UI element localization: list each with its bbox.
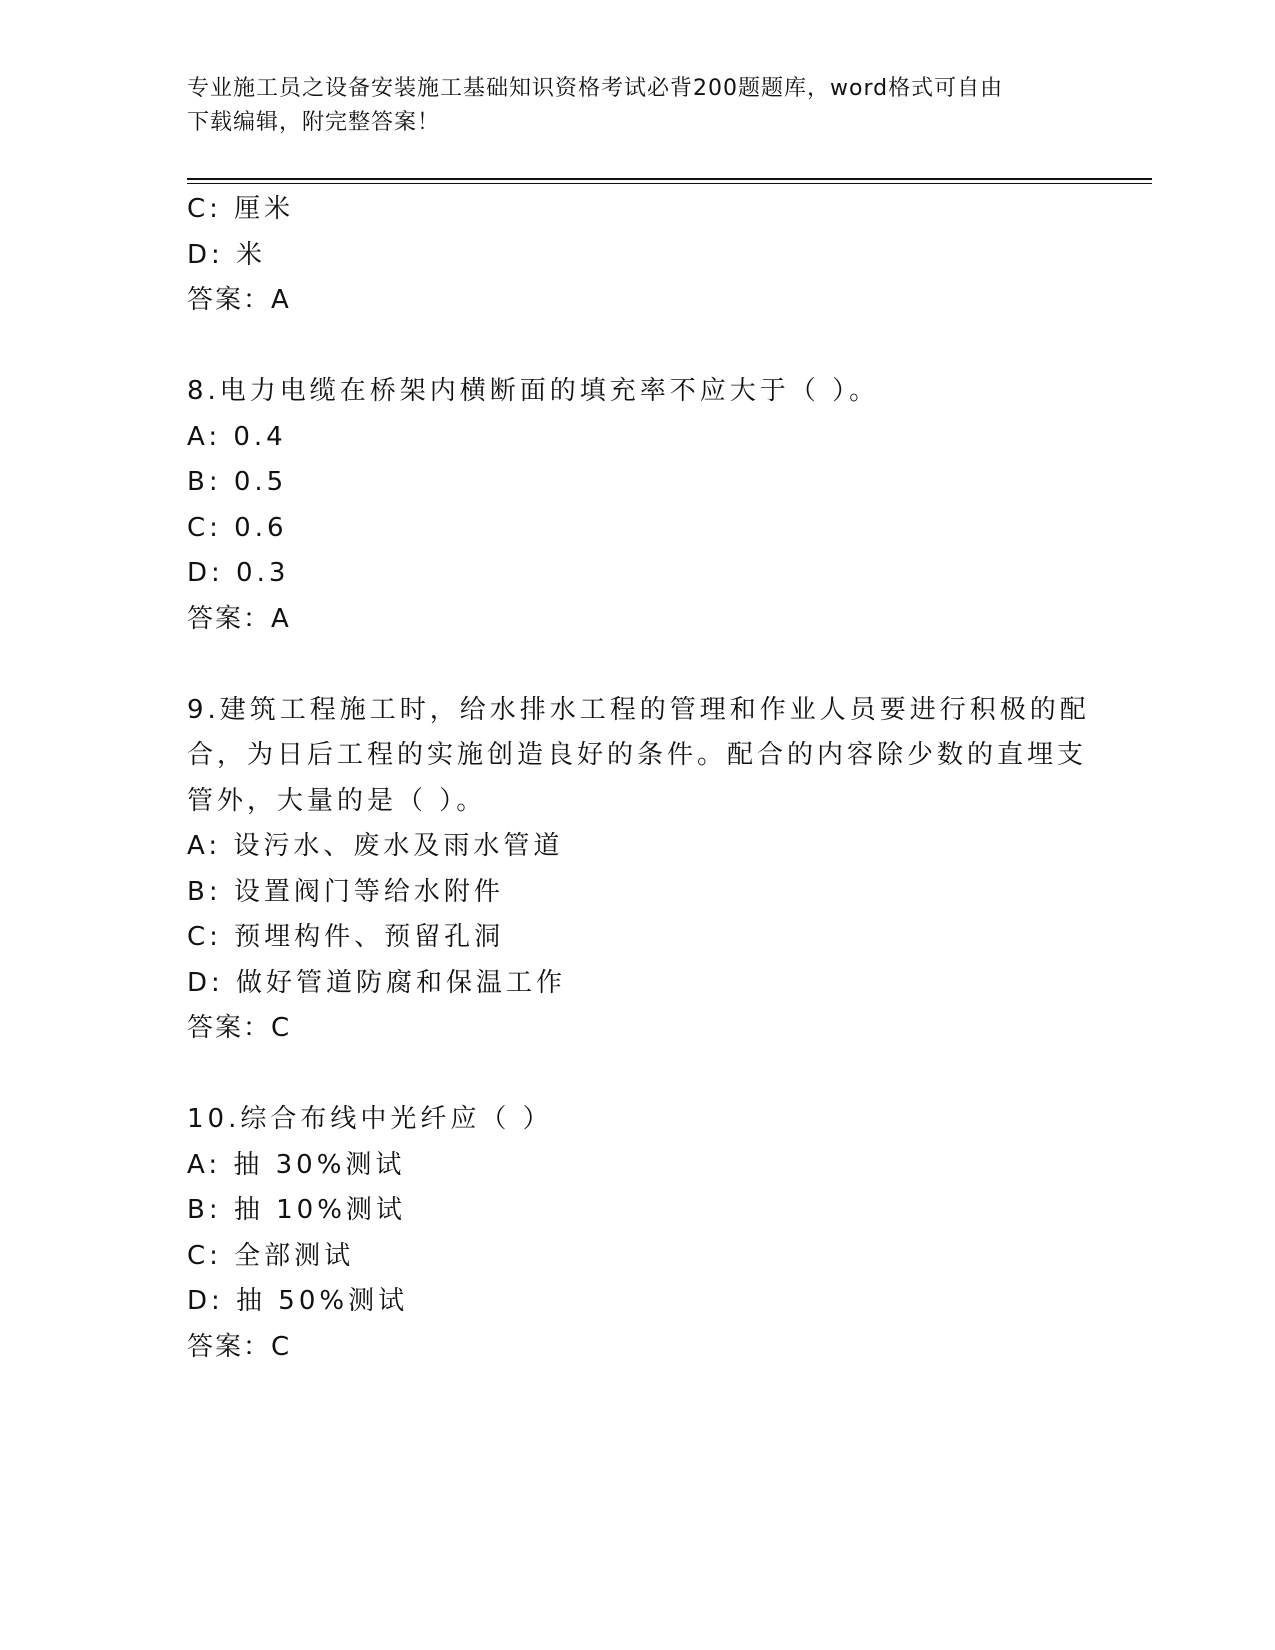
option-d: D: 米 <box>187 239 267 270</box>
option-d: D: 0.3 <box>187 558 290 588</box>
header-rule-thick <box>187 178 1152 180</box>
spacer <box>187 642 1067 688</box>
option-c: C: 预埋构件、预留孔洞 <box>187 922 505 952</box>
answer-line: 答案：C <box>187 1013 292 1043</box>
option-b: B: 0.5 <box>187 467 288 497</box>
answer-line: 答案：C <box>187 1331 292 1362</box>
option-d: D: 做好管道防腐和保温工作 <box>187 967 567 998</box>
answer-line: 答案：A <box>187 603 291 634</box>
question-stem-line-2: 合，为日后工程的实施创造良好的条件。配合的内容除少数的直埋支 <box>187 740 1088 770</box>
option-b: B: 设置阀门等给水附件 <box>187 876 504 907</box>
option-c: C: 全部测试 <box>187 1240 355 1271</box>
question-stem-line-3: 管外，大量的是（ ）。 <box>187 785 487 816</box>
spacer <box>187 1052 1067 1098</box>
option-a: A: 设污水、废水及雨水管道 <box>187 831 564 861</box>
question-list <box>187 187 1090 1370</box>
option-c: C: 0.6 <box>187 512 288 543</box>
header-rule-thin <box>187 183 1152 184</box>
header-line-1: 专业施工员之设备安装施工基础知识资格考试必背200题题库，word格式可自由 <box>187 76 1004 101</box>
option-d: D: 抽 50%测试 <box>187 1286 409 1316</box>
question-8 <box>187 369 1067 642</box>
document-header <box>187 72 1067 140</box>
option-a: A: 0.4 <box>187 421 287 452</box>
question-9 <box>187 688 1090 1052</box>
header-line-2: 下载编辑，附完整答案！ <box>187 110 441 135</box>
spacer <box>187 324 1067 370</box>
answer-line: 答案：A <box>187 285 291 315</box>
question-10 <box>187 1097 1067 1370</box>
question-stem: 10.综合布线中光纤应（ ） <box>187 1104 553 1134</box>
question-stem: 8.电力电缆在桥架内横断面的填充率不应大于（ ）。 <box>187 376 880 406</box>
option-b: B: 抽 10%测试 <box>187 1195 406 1225</box>
option-c: C: 厘米 <box>187 194 295 224</box>
question-7-partial <box>187 187 1067 324</box>
question-stem-line-1: 9.建筑工程施工时，给水排水工程的管理和作业人员要进行积极的配 <box>187 694 1090 725</box>
option-a: A: 抽 30%测试 <box>187 1149 406 1180</box>
